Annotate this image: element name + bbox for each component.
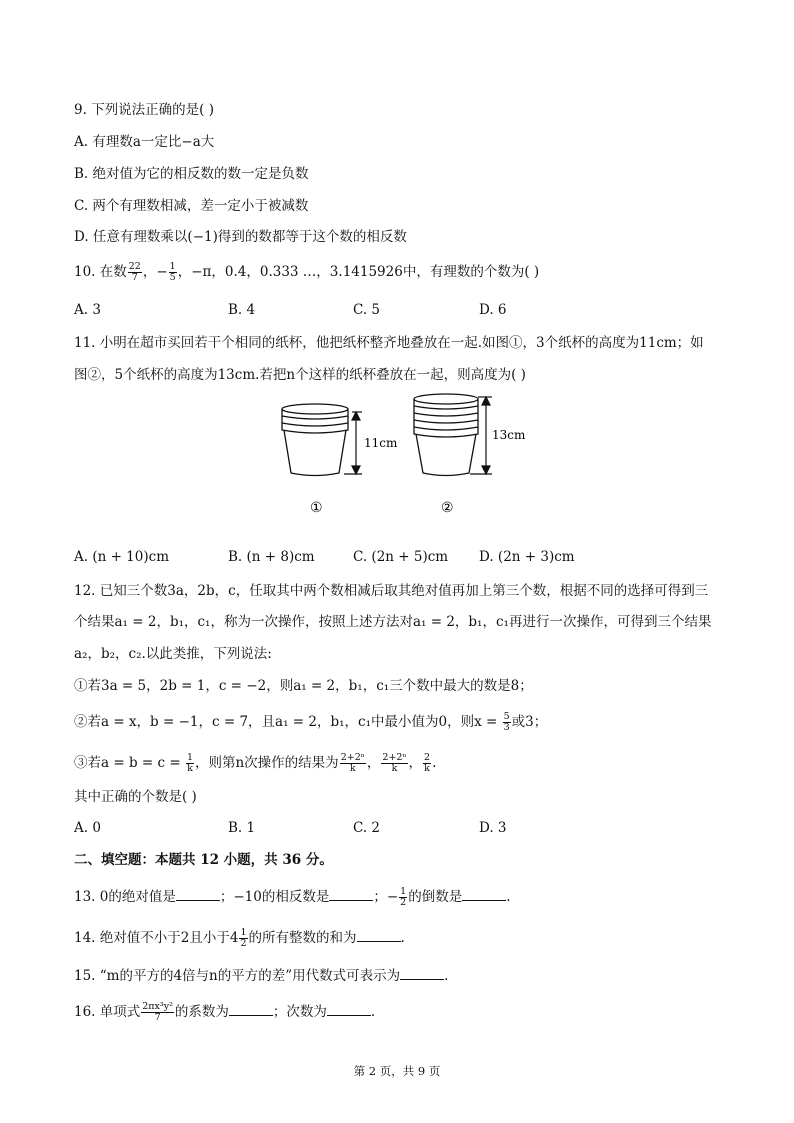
frac-num: 2πx³y²	[142, 1001, 173, 1012]
q9-option-b: B. 绝对值为它的相反数的数一定是负数	[74, 166, 309, 182]
height-arrow-13cm	[470, 397, 492, 474]
q16-text-a: 16. 单项式	[74, 1004, 141, 1020]
statement-3-text: ③若a = b = c =	[74, 755, 185, 771]
q13	[74, 886, 511, 908]
frac-den: 3	[503, 722, 510, 733]
q10-option-c: C. 5	[353, 302, 381, 318]
q14-text-b: 的所有整数的和为	[248, 930, 357, 946]
frac-den: k	[187, 763, 193, 774]
q12-option-a: A. 0	[74, 820, 101, 836]
q12-line2: 个结果a₁ = 2，b₁，c₁，称为一次操作，按照上述方法对a₁ = 2，b₁，c₁再进行一次操作，可得到三个结果	[74, 614, 712, 630]
frac-den: 7	[131, 272, 138, 283]
q12-option-b: B. 1	[228, 820, 256, 836]
label-13cm: 13cm	[492, 428, 526, 442]
answer-blank[interactable]	[462, 887, 506, 901]
frac-num: 1	[186, 752, 193, 763]
q10-option-a: A. 3	[74, 302, 101, 318]
frac-num: 5	[503, 711, 510, 722]
fraction-1-2	[399, 887, 407, 908]
q13-text-e: .	[506, 889, 511, 905]
frac-den: k	[349, 763, 356, 774]
answer-blank[interactable]	[327, 1002, 371, 1016]
q14-text-a: 14. 绝对值不小于2且小于4	[74, 930, 239, 946]
height-arrow-11cm	[344, 412, 362, 474]
q12-option-d: D. 3	[479, 820, 507, 836]
q11-option-d: D. (2n + 3)cm	[479, 549, 575, 565]
frac-den: 2	[400, 897, 407, 908]
fraction-result-c	[423, 753, 431, 774]
frac-den: 5	[169, 272, 176, 283]
q16	[74, 1001, 375, 1023]
frac-num: 1	[400, 886, 407, 897]
q9-option-a: A. 有理数a一定比−a大	[74, 134, 215, 150]
fraction-result-a	[340, 753, 366, 774]
q11-option-a: A. (n + 10)cm	[74, 549, 169, 565]
q12-statement-3: ③若a = b = c = $\frac{1}{k}$ ，则第n次操作的结果为 $\frac{\text{2+2ⁿ}}{k}$ ， $\frac{\text{2+2ⁿ}}{k}$ ， $\frac{2}{k}$ .	[74, 752, 437, 774]
q12-question: 其中正确的个数是( )	[74, 789, 197, 805]
q10-fraction-22-7	[128, 262, 142, 283]
q12-option-c: C. 2	[353, 820, 381, 836]
q9-option-d: D. 任意有理数乘以(−1)得到的数都等于这个数的相反数	[74, 229, 407, 245]
q13-text-b: ；−10的相反数是	[219, 889, 330, 905]
frac-den: k	[424, 763, 430, 774]
frac-num: 2+2ⁿ	[340, 752, 365, 763]
q13-text-d: 的倒数是	[408, 889, 463, 905]
cup-stack-3	[282, 404, 348, 476]
q11-line2: 图②，5个纸杯的高度为13cm.若把n个这样的纸杯叠放在一起，则高度为( )	[74, 367, 526, 383]
q11-option-c: C. (2n + 5)cm	[353, 549, 449, 565]
q10-fraction-1-5	[169, 262, 177, 283]
statement-2-text: ②若a = x，b = −1，c = 7，且a₁ = 2，b₁，c₁中最小值为0，则x =	[74, 714, 502, 730]
statement-2-tail: 或3；	[511, 714, 548, 730]
cup-stack-5	[414, 394, 478, 476]
label-11cm: 11cm	[364, 436, 398, 450]
answer-blank[interactable]	[400, 966, 444, 980]
answer-blank[interactable]	[329, 887, 373, 901]
q16-text-c: ；次数为	[272, 1004, 327, 1020]
fraction-1-2	[239, 928, 247, 949]
section-2-heading: 二、填空题：本题共 12 小题，共 36 分。	[74, 852, 333, 868]
q12-statement-1: ①若3a = 5，2b = 1，c = −2，则a₁ = 2，b₁，c₁三个数中最大的数是8；	[74, 678, 533, 694]
q12-line3: a₂，b₂，c₂.以此类推，下列说法:	[74, 646, 272, 662]
q15-text-a: 15. “m的平方的4倍与n的平方的差”用代数式可表示为	[74, 968, 401, 984]
fraction-1-k	[186, 753, 194, 774]
frac-num: 2	[424, 752, 431, 763]
frac-num: 2+2ⁿ	[382, 752, 407, 763]
q10-option-b: B. 4	[228, 302, 256, 318]
q11-line1: 11. 小明在超市买回若干个相同的纸杯，他把纸杯整齐地叠放在一起.如图①，3个纸杯的高度为11cm；如	[74, 335, 704, 351]
frac-num: 22	[128, 261, 141, 272]
q15	[74, 965, 448, 987]
q10-rest: ，−π，0.4，0.333 …，3.1415926中，有理数的个数为( )	[177, 264, 540, 280]
statement-3-mid: ，则第n次操作的结果为	[194, 755, 339, 771]
q9-stem: 9. 下列说法正确的是( )	[74, 102, 214, 118]
q13-text-a: 13. 0的绝对值是	[74, 889, 176, 905]
fraction-monomial	[141, 1002, 174, 1023]
q10-prefix: 10. 在数	[74, 264, 127, 280]
q15-text-b: .	[444, 968, 449, 984]
frac-den: k	[391, 763, 398, 774]
q14	[74, 927, 405, 949]
q10-stem: 10. 在数 $\frac{22}{7}$ ，− $\frac{1}{5}$ ，−π，0.4，0.333 …，3.1415926中，有理数的个数为( )	[74, 261, 540, 283]
fraction-5-3	[503, 712, 511, 733]
q13-text-c: ；−	[373, 889, 399, 905]
frac-num: 1	[169, 261, 176, 272]
figure-1-caption: ①	[310, 500, 323, 516]
frac-num: 1	[240, 927, 247, 938]
figure-2-caption: ②	[441, 500, 454, 516]
answer-blank[interactable]	[357, 928, 401, 942]
answer-blank[interactable]	[176, 887, 220, 901]
fraction-result-b	[381, 753, 407, 774]
q16-text-b: 的系数为	[174, 1004, 229, 1020]
q14-text-c: .	[400, 930, 405, 946]
q9-option-c: C. 两个有理数相减，差一定小于被减数	[74, 198, 309, 214]
paper-cups-figure	[270, 385, 526, 525]
q16-text-d: .	[370, 1004, 376, 1020]
answer-blank[interactable]	[229, 1002, 273, 1016]
q12-statement-2	[74, 711, 547, 733]
q10-option-d: D. 6	[479, 302, 507, 318]
q12-line1: 12. 已知三个数3a，2b，c，任取其中两个数相减后取其绝对值再加上第三个数，根据不同的选择可得到三	[74, 583, 709, 599]
frac-den: 2	[240, 938, 247, 949]
page-footer: 第 2 页，共 9 页	[353, 1064, 441, 1078]
q11-option-b: B. (n + 8)cm	[228, 549, 315, 565]
frac-den: 7	[154, 1012, 161, 1023]
